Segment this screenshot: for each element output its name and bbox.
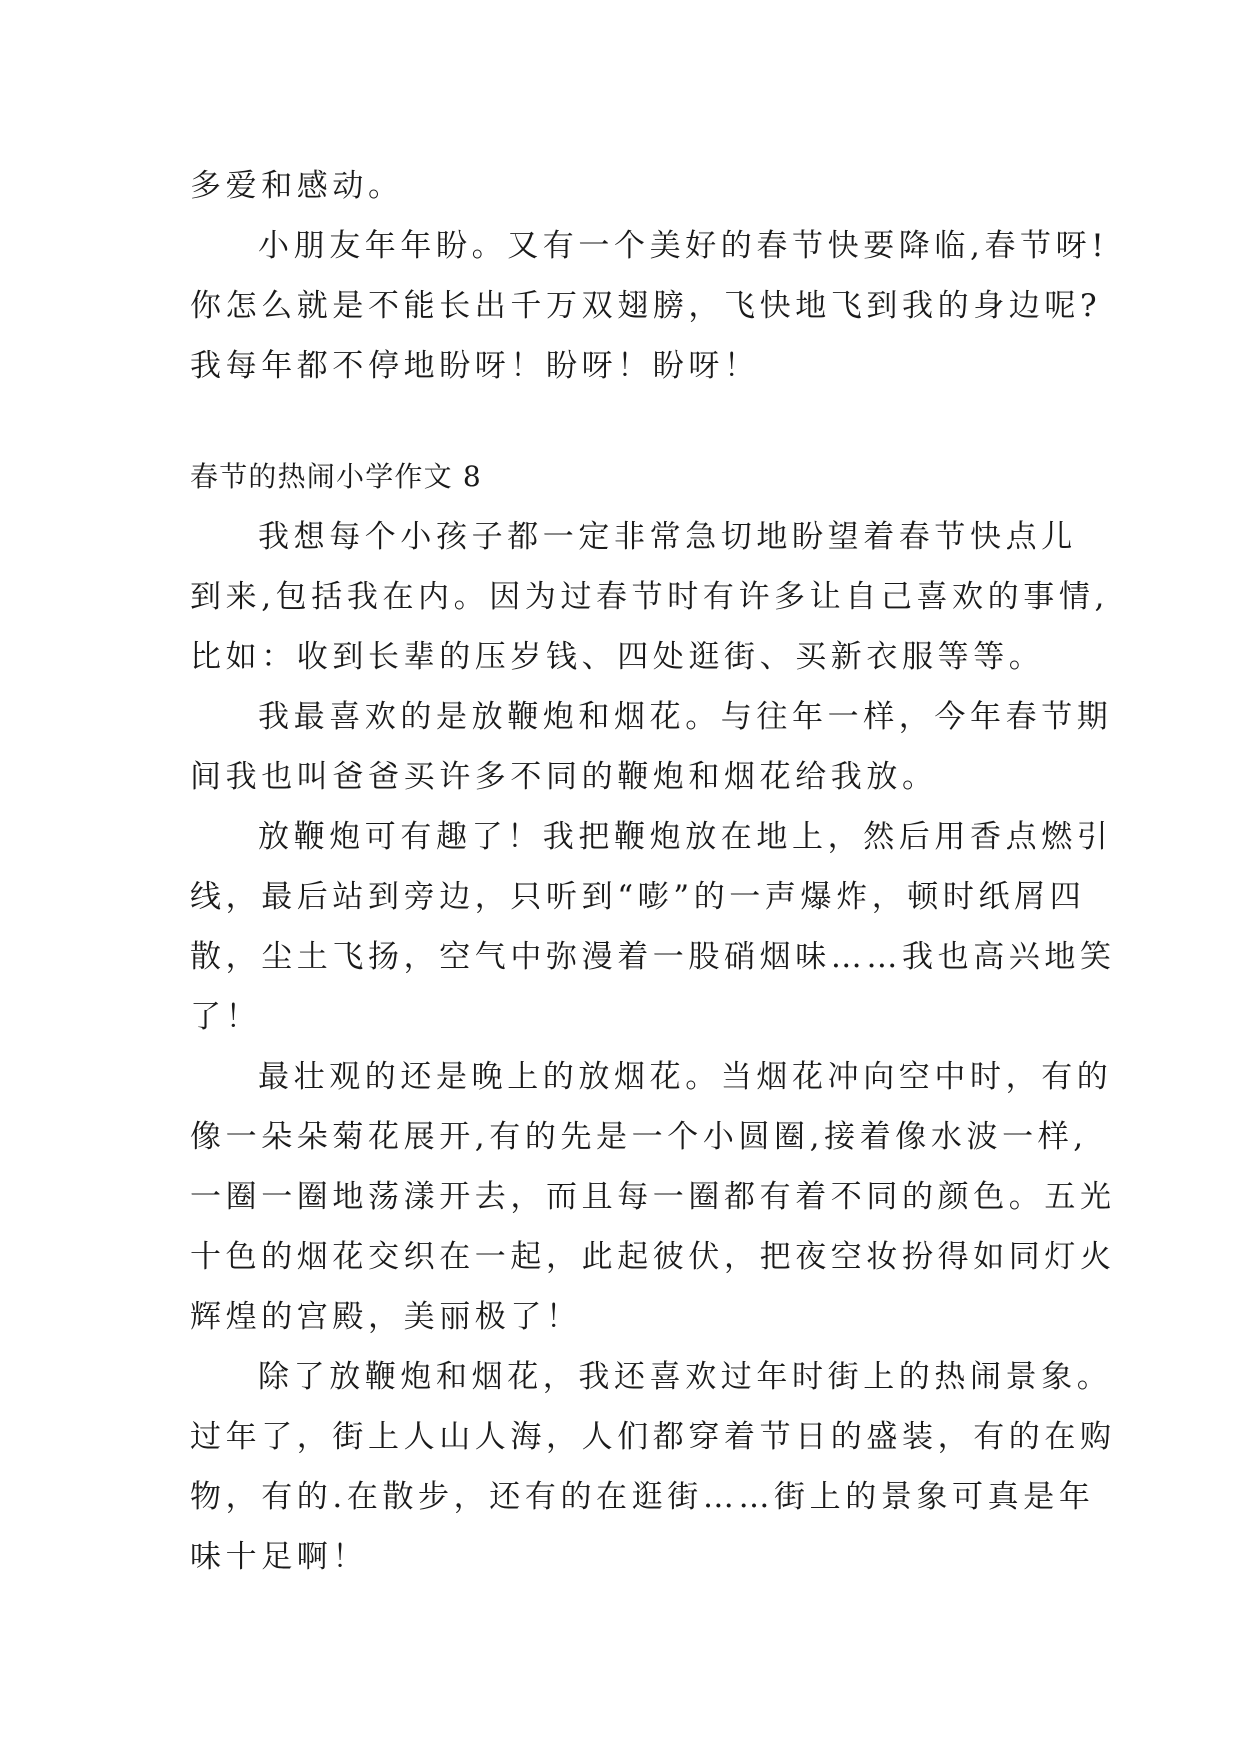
paragraph-4-line-3: 散，尘土飞扬，空气中弥漫着一股硝烟味……我也高兴地笑 — [190, 939, 1116, 975]
paragraph-5-line-2: 像一朵朵菊花展开,有的先是一个小圆圈,接着像水波一样, — [190, 1119, 1088, 1155]
paragraph-1-line-3: 我每年都不停地盼呀！盼呀！盼呀！ — [190, 348, 760, 384]
paragraph-6-line-2: 过年了，街上人山人海，人们都穿着节日的盛装，有的在购 — [190, 1419, 1116, 1455]
paragraph-5-line-1: 最壮观的还是晚上的放烟花。当烟花冲向空中时，有的 — [258, 1059, 1113, 1095]
paragraph-6-line-4: 味十足啊！ — [190, 1539, 368, 1575]
paragraph-6-line-1: 除了放鞭炮和烟花，我还喜欢过年时街上的热闹景象。 — [258, 1359, 1113, 1395]
paragraph-5-line-5: 辉煌的宫殿，美丽极了！ — [190, 1299, 582, 1335]
article-heading: 春节的热闹小学作文 8 — [190, 460, 482, 493]
paragraph-1-line-2: 你怎么就是不能长出千万双翅膀，飞快地飞到我的身边呢? — [190, 288, 1102, 324]
paragraph-4-line-2: 线，最后站到旁边，只听到“嘭”的一声爆炸，顿时纸屑四 — [190, 879, 1086, 915]
continuation-line: 多爱和感动。 — [190, 168, 404, 204]
paragraph-3-line-2: 间我也叫爸爸买许多不同的鞭炮和烟花给我放。 — [190, 759, 938, 795]
paragraph-6-line-3: 物，有的.在散步，还有的在逛街……街上的景象可真是年 — [190, 1479, 1095, 1515]
paragraph-5-line-4: 十色的烟花交织在一起，此起彼伏，把夜空妆扮得如同灯火 — [190, 1239, 1116, 1275]
paragraph-2-line-3: 比如：收到长辈的压岁钱、四处逛街、买新衣服等等。 — [190, 639, 1045, 675]
paragraph-4-line-1: 放鞭炮可有趣了！我把鞭炮放在地上，然后用香点燃引 — [258, 819, 1113, 855]
paragraph-5-line-3: 一圈一圈地荡漾开去，而且每一圈都有着不同的颜色。五光 — [190, 1179, 1116, 1215]
paragraph-2-line-1: 我想每个小孩子都一定非常急切地盼望着春节快点儿 — [258, 519, 1077, 555]
paragraph-2-line-2: 到来,包括我在内。因为过春节时有许多让自己喜欢的事情, — [190, 579, 1109, 615]
paragraph-3-line-1: 我最喜欢的是放鞭炮和烟花。与往年一样，今年春节期 — [258, 699, 1113, 735]
paragraph-4-line-4: 了！ — [190, 999, 262, 1035]
paragraph-1-line-1: 小朋友年年盼。又有一个美好的春节快要降临,春节呀! — [258, 228, 1109, 264]
